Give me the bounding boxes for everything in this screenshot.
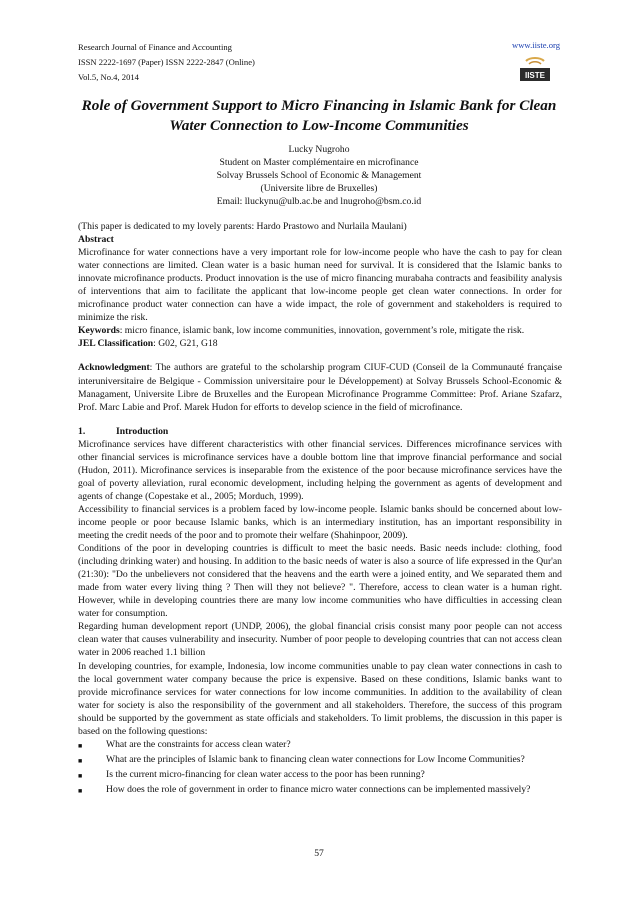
journal-name: Research Journal of Finance and Accounting bbox=[78, 42, 232, 52]
journal-url-link[interactable]: www.iiste.org bbox=[512, 40, 560, 50]
journal-volume: Vol.5, No.4, 2014 bbox=[78, 72, 139, 82]
author-name: Lucky Nugroho bbox=[288, 144, 350, 155]
keywords-line bbox=[78, 324, 562, 337]
bullet-square-icon: ■ bbox=[78, 741, 83, 750]
author-email: Email: lluckynu@ulb.ac.be and lnugroho@bsm.co.id bbox=[216, 196, 422, 207]
paragraph: Regarding human development report (UNDP, 2006), the global financial crisis consist many poor people can not access clean water that causes vulnerability and insecurity. Number of poor people to developing countries that can not access clean water in 2006 reached 1.1 billion bbox=[78, 621, 562, 659]
question-item bbox=[78, 783, 562, 798]
journal-header bbox=[78, 40, 255, 85]
bullet-square-icon: ■ bbox=[78, 786, 83, 795]
bullet-square-icon: ■ bbox=[78, 771, 83, 780]
dedication: (This paper is dedicated to my lovely parents: Hardo Prastowo and Nurlaila Maulani) bbox=[78, 221, 407, 232]
question-item bbox=[78, 738, 562, 753]
question-text: Is the current micro-financing for clean water access to the poor has been running? bbox=[106, 768, 425, 780]
paper-title: Role of Government Support to Micro Financing in Islamic Bank for Clean Water Connection to Low-Income Communities bbox=[81, 97, 557, 134]
paragraph: In developing countries, for example, Indonesia, low income communities unable to pay clean water connections in cash to the local government water company because the price is expensive. Based on these conditions, Islamic banks want to provide microfinance services for water connections for low income communities. In addition to the availability of clean water for society is also the responsibility of the government and all stakeholders. Therefore, the success of this program should be supported by the government as state officials and stakeholders. To limit problems, the discussion in this paper is based on the following questions: bbox=[78, 660, 562, 737]
author-affiliation-2: Solvay Brussels School of Economic & Management bbox=[216, 170, 422, 181]
paragraph: Accessibility to financial services is a problem faced by low-income people. Islamic banks should be concerned about low-income people or poor because Islamic banks, which is an intermediary institution, has an important responsibility in meeting the credit needs of the poor and to promote their welfare (Shahinpoor, 2009). bbox=[78, 503, 562, 542]
abstract-text: Microfinance for water connections have a very important role for low-income people who have the cash to pay for clean water connections are limited. Clean water is a basic human need for survival. It is considered that the Islamic banks to innovate microfinance products. Product innovation is the use of micro financing murabaha contracts and feasibility analysis of interventions that aim to facilitate the applicant that low-income people get clean water connections. In order for microfinance product water connection can have a wide impact, the role of government and stakeholders is required to minimize the risk. bbox=[78, 247, 562, 324]
paragraph: Microfinance services have different characteristics with other financial services. Differences microfinance services with other financial services is microfinance services have a double bottom line that improve financial performance and social (Hudon, 2011). Microfinance services is inseparable from the existence of the poor because microfinance services have the goal of poverty alleviation, rural economic development, including helping the government as agents of development and agents of change (Copestake et al., 2005; Morduch, 1999). bbox=[78, 438, 562, 502]
author-affiliation-3: (Universite libre de Bruxelles) bbox=[260, 183, 378, 194]
abstract-heading: Abstract bbox=[78, 234, 114, 246]
question-item bbox=[78, 753, 562, 768]
bullet-square-icon: ■ bbox=[78, 756, 83, 765]
jel-line bbox=[78, 337, 562, 350]
paragraph: Conditions of the poor in developing countries is difficult to meet the basic needs. Basic needs include: clothing, food (including drinking water) and housing. In addition to the basic needs of water is also a source of life expressed in the Qur'an (21:30): "Do the unbelievers not considered that the heavens and the earth were a joined entity, and We separated them and made from water every living thing ? Then will they not believe? ". Therefore, access to clean water is a human right. However, while in developing countries there are many low income communities who have difficulties in accessing clean water for consumption. bbox=[78, 543, 562, 620]
acknowledgment bbox=[78, 361, 562, 413]
iiste-logo bbox=[520, 57, 550, 83]
question-text: What are the constraints for access clean water? bbox=[106, 738, 291, 750]
keywords-text: : micro finance, islamic bank, low income communities, innovation, government’s role, mitigate the risk. bbox=[119, 325, 525, 337]
section-number: 1. bbox=[78, 425, 86, 437]
author-block bbox=[70, 143, 568, 208]
ack-label: Acknowledgment bbox=[78, 362, 150, 374]
question-text: How does the role of government in order to finance micro water connections can be implemented massively? bbox=[106, 783, 531, 795]
jel-text: : G02, G21, G18 bbox=[153, 338, 218, 350]
question-item bbox=[78, 768, 562, 783]
section-heading bbox=[78, 425, 562, 438]
page-number: 57 bbox=[314, 848, 324, 859]
question-text: What are the principles of Islamic bank to financing clean water connections for Low Income Communities? bbox=[106, 753, 525, 765]
section-title: Introduction bbox=[116, 425, 169, 437]
jel-label: JEL Classification bbox=[78, 338, 154, 350]
keywords-label: Keywords bbox=[78, 325, 120, 337]
journal-issn: ISSN 2222-1697 (Paper) ISSN 2222-2847 (Online) bbox=[78, 57, 255, 67]
author-affiliation-1: Student on Master complémentaire en microfinance bbox=[219, 157, 419, 168]
ack-text: : The authors are grateful to the scholarship program CIUF-CUD (Conseil de la Communauté française interuniversitaire de Belgique - Commission universitaire pour le Développement) at Solvay Brussels School-Economic & Managament, Universite Libre de Bruxelles and the European Microfinance Programme Committee: Prof. Ariane Szafarz, Prof. Marc Labie and Prof. Marek Hudon for efforts to develop science in the field of microfinance. bbox=[78, 362, 562, 413]
logo-text: IISTE bbox=[524, 71, 546, 80]
paper-body bbox=[78, 220, 562, 798]
